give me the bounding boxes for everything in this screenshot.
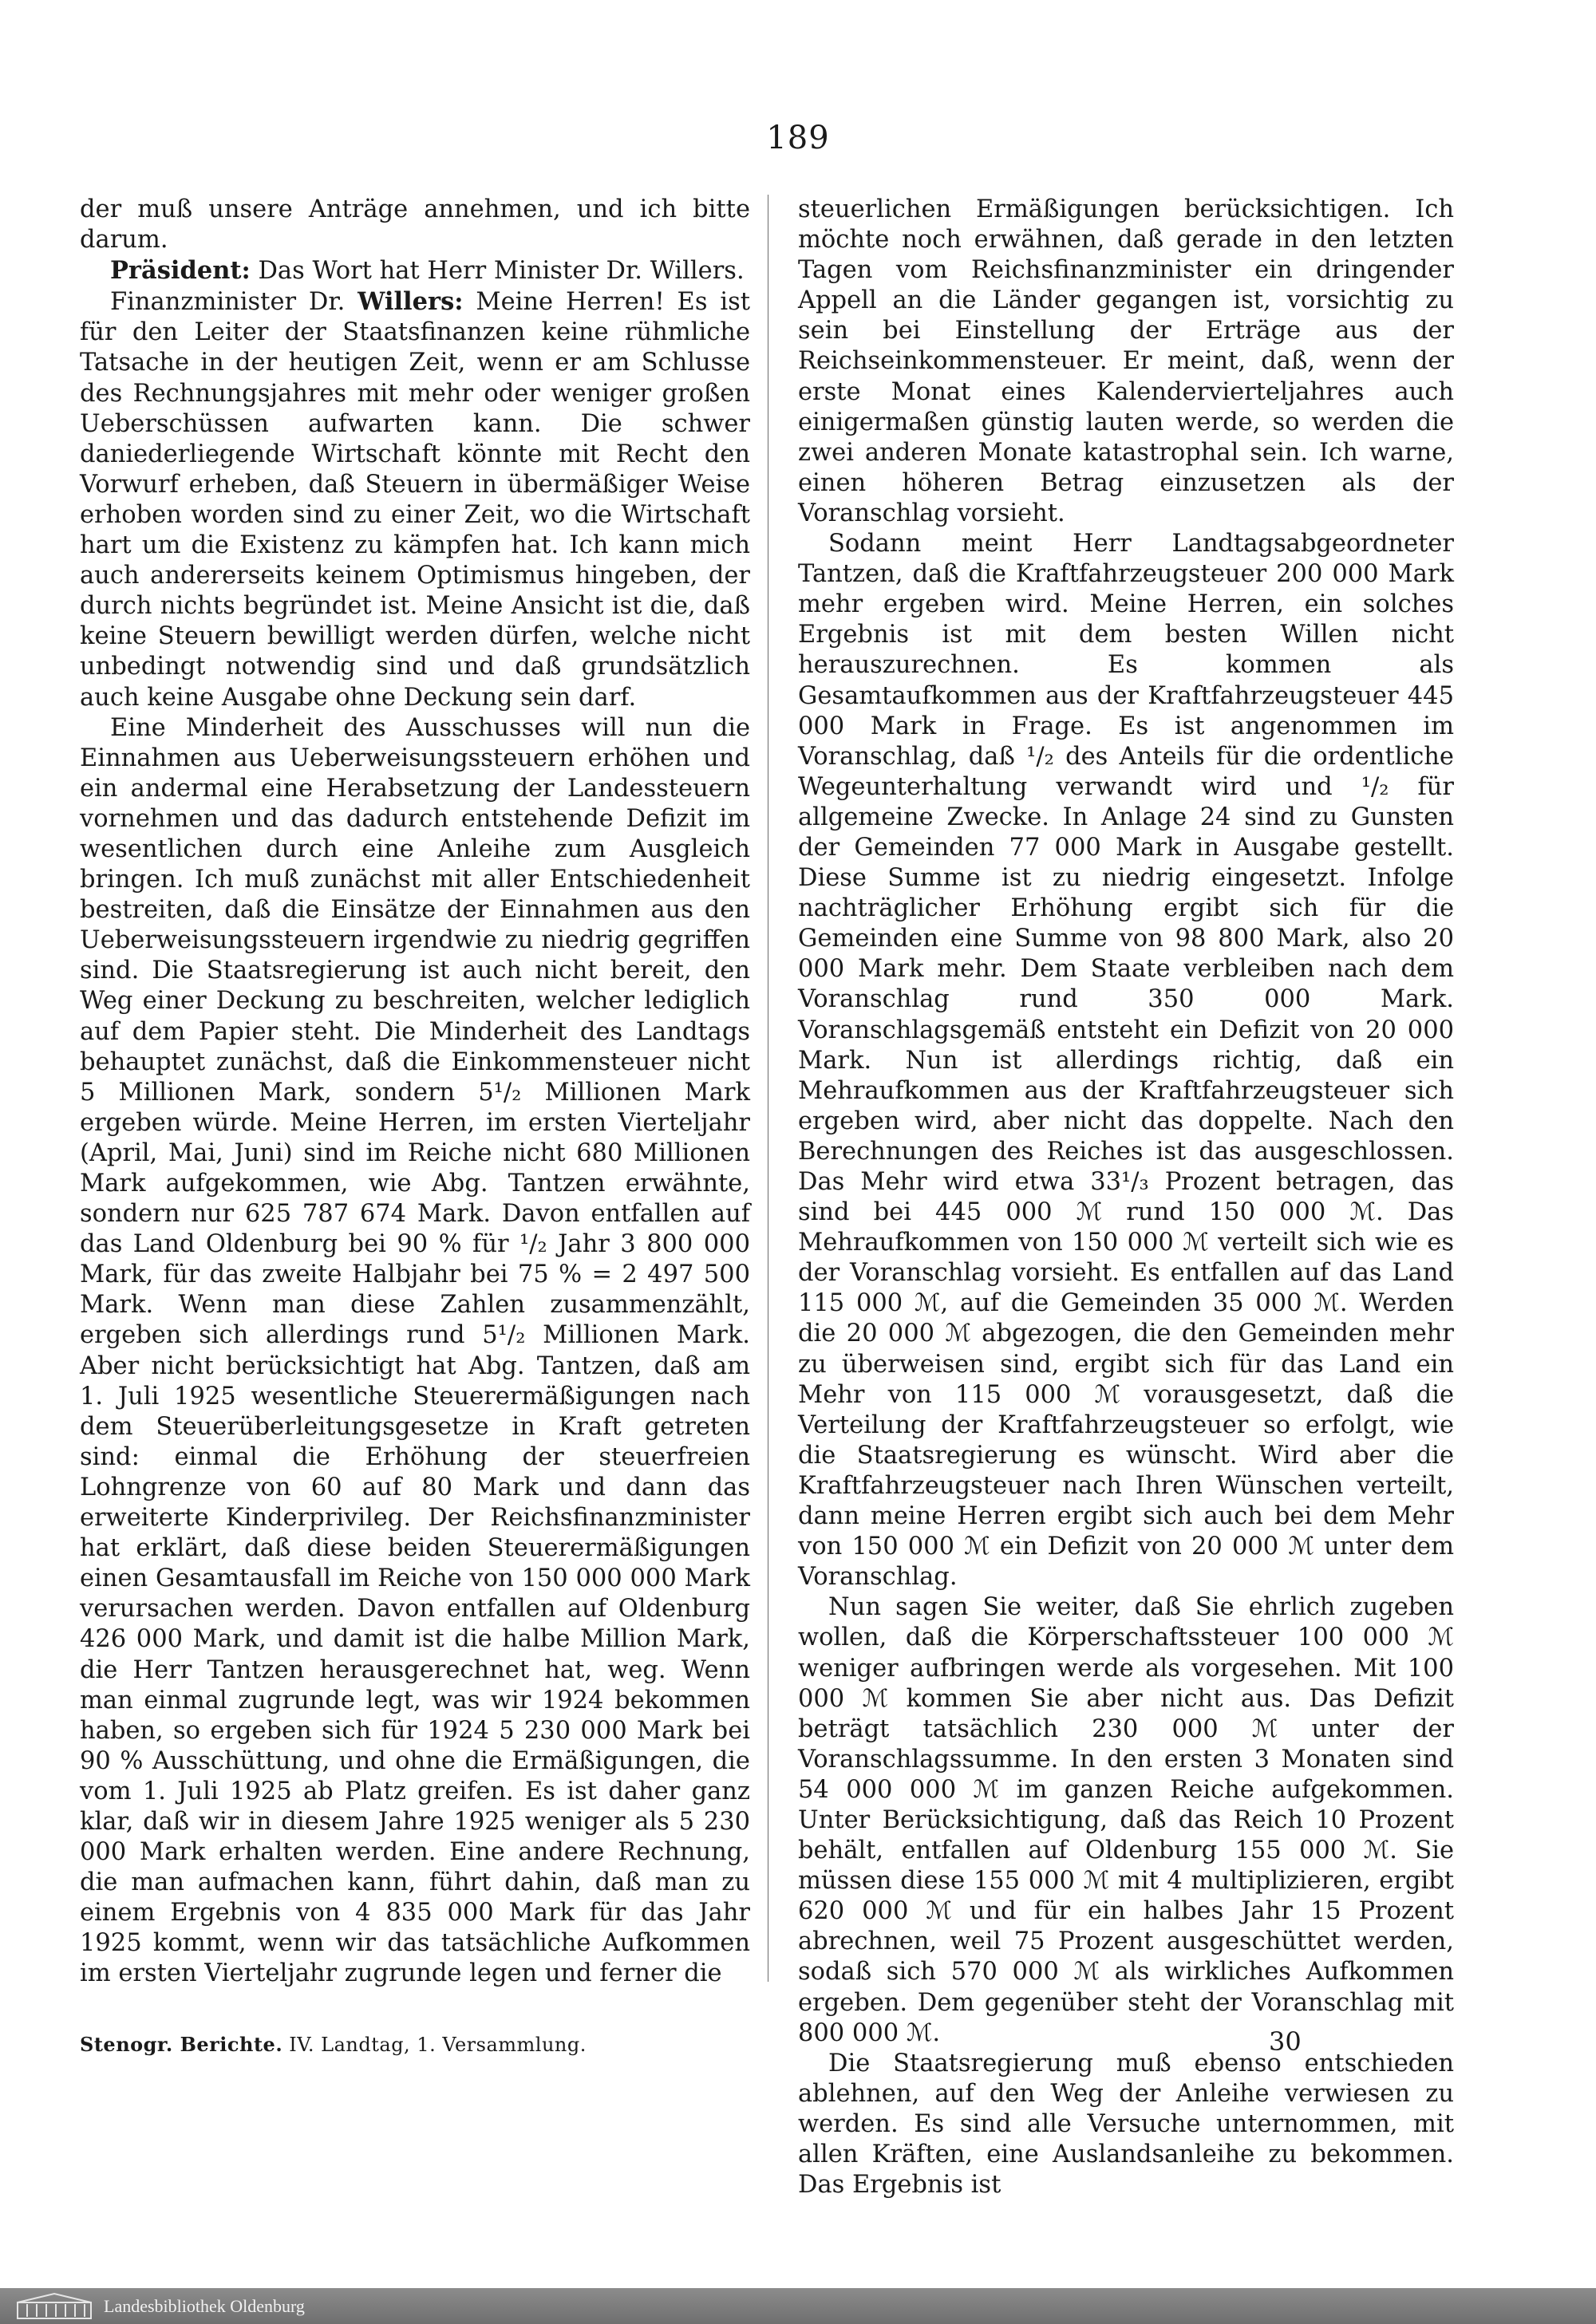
speaker-prefix: Finanzminister Dr. xyxy=(110,288,358,317)
paragraph-president xyxy=(80,255,750,286)
paragraph xyxy=(798,529,1454,1592)
speaker-label: Willers: xyxy=(358,287,464,317)
paragraph-text: Das Wort hat Herr Minister Dr. Willers. xyxy=(250,257,745,286)
footer-source xyxy=(80,2033,587,2056)
paragraph-text: Die Staatsregierung muß ebenso entschieden ablehnen, auf den Weg der Anleihe verwiesen zu werden. Es sind alle Versuche unternommen, mit allen Kräften, eine Auslandsanleihe zu bekommen. Das Ergebnis ist xyxy=(798,2049,1454,2200)
paragraph-text: Sodann meint Herr Landtagsabgeordneter Tantzen, daß die Kraftfahrzeugsteuer 200 000 Mark mehr ergeben wird. Meine Herren, ein solches Ergebnis ist mit dem besten Willen nicht herauszurechnen. Es kommen als Gesamtaufkommen aus der Kraftfahrzeugsteuer 445 000 Mark in Frage. Es ist angenommen im Voranschlag, daß ¹/₂ des Anteils für die ordentliche Wegeunterhaltung verwandt wird und ¹/₂ für allgemeine Zwecke. In Anlage 24 sind zu Gunsten der Gemeinden 77 000 Mark in Ausgabe gestellt. Diese Summe ist zu niedrig eingesetzt. Infolge nachträglicher Erhöhung ergibt sich für die Gemeinden eine Summe von 98 800 Mark, also 20 000 Mark mehr. Dem Staate verbleiben nach dem Voranschlag rund 350 000 Mark. Voranschlagsgemäß entsteht ein Defizit von 20 000 Mark. Nun ist allerdings richtig, daß ein Mehraufkommen aus der Kraftfahrzeugsteuer sich ergeben wird, aber nicht das doppelte. Nach den Berechnungen des Reiches ist das ausgeschlossen. Das Mehr wird etwa 33¹/₃ Prozent betragen, das sind bei 445 000 ℳ rund 150 000 ℳ. Das Mehraufkommen von 150 000 ℳ verteilt sich wie es der Voranschlag vorsieht. Es entfallen auf das Land 115 000 ℳ, auf die Gemeinden 35 000 ℳ. Werden die 20 000 ℳ abgezogen, die den Gemeinden mehr zu überweisen sind, ergibt sich für das Land ein Mehr von 115 000 ℳ vorausgesetzt, daß die Verteilung der Kraftfahrzeugsteuer so erfolgt, wie die Staatsregierung es wünscht. Wird aber die Kraftfahrzeugsteuer nach Ihren Wünschen verteilt, dann meine Herren ergibt sich auch bei dem Mehr von 150 000 ℳ ein Defizit von 20 000 ℳ unter dem Voranschlag. xyxy=(798,530,1454,1592)
paragraph-text: steuerlichen Ermäßigungen berücksichtigen. Ich möchte noch erwähnen, daß gerade in den letzten Tagen vom Reichsfinanzminister ein dringender Appell an die Länder gegangen ist, vorsichtig zu sein bei Einstellung der Erträge aus der Reichseinkommensteuer. Er meint, daß, wenn der erste Monat eines Kalendervierteljahres auch einigermaßen günstig lauten werde, so werden die zwei anderen Monate katastrophal sein. Ich warne, einen höheren Betrag einzusetzen als der Voranschlag vorsieht. xyxy=(798,195,1454,527)
library-watermark-strip xyxy=(0,2288,1596,2324)
paragraph-minister xyxy=(80,286,750,712)
library-name: Landesbibliothek Oldenburg xyxy=(104,2296,305,2316)
left-column xyxy=(80,195,750,2030)
paragraph-text: Nun sagen Sie weiter, daß Sie ehrlich zugeben wollen, daß die Körperschaftssteuer 100 000 ℳ weniger aufbringen werde als vorgesehen. Mit 100 000 ℳ kommen Sie aber nicht aus. Das Defizit beträgt tatsächlich 230 000 ℳ unter der Voranschlagssumme. In den ersten 3 Monaten sind 54 000 000 ℳ im ganzen Reiche aufgekommen. Unter Berücksichtigung, daß das Reich 10 Prozent behält, entfallen auf Oldenburg 155 000 ℳ. Sie müssen diese 155 000 ℳ mit 4 multiplizieren, ergibt 620 000 ℳ und für ein halbes Jahr 15 Prozent abrechnen, weil 75 Prozent ausgeschüttet werden, sodaß sich 570 000 ℳ als wirkliches Aufkommen ergeben. Dem gegenüber steht der Voranschlag mit 800 000 ℳ. xyxy=(798,1593,1454,2047)
signature-mark: 30 xyxy=(1269,2026,1302,2057)
paragraph xyxy=(80,713,750,1990)
footer-source-detail: IV. Landtag, 1. Versammlung. xyxy=(282,2034,587,2056)
paragraph-continuation xyxy=(798,195,1454,529)
page-number: 189 xyxy=(766,120,830,156)
paragraph-continuation xyxy=(80,195,750,255)
paragraph xyxy=(798,1592,1454,2048)
right-column xyxy=(798,195,1454,2200)
paragraph-text: Eine Minderheit des Ausschusses will nun die Einnahmen aus Ueberweisungssteuern erhöhen und ein andermal eine Herabsetzung der Landessteuern vornehmen und das dadurch entstehende Defizit im wesentlichen durch eine Anleihe zum Ausgleich bringen. Ich muß zunächst mit aller Entschiedenheit bestreiten, daß die Einsätze der Einnahmen aus den Ueberweisungssteuern irgendwie zu niedrig gegriffen sind. Die Staatsregierung ist auch nicht bereit, den Weg einer Deckung zu beschreiten, welcher lediglich auf dem Papier steht. Die Minderheit des Landtags behauptet zunächst, daß die Einkommensteuer nicht 5 Millionen Mark, sondern 5¹/₂ Millionen Mark ergeben würde. Meine Herren, im ersten Vierteljahr (April, Mai, Juni) sind im Reiche nicht 680 Millionen Mark aufgekommen, wie Abg. Tantzen erwähnte, sondern nur 625 787 674 Mark. Davon entfallen auf das Land Oldenburg bei 90 % für ¹/₂ Jahr 3 800 000 Mark, für das zweite Halbjahr bei 75 % = 2 497 500 Mark. Wenn man diese Zahlen zusammenzählt, ergeben sich allerdings rund 5¹/₂ Millionen Mark. Aber nicht berücksichtigt hat Abg. Tantzen, daß am 1. Juli 1925 wesentliche Steuerermäßigungen nach dem Steuerüberleitungsgesetze in Kraft getreten sind: einmal die Erhöhung der steuerfreien Lohngrenze von 60 auf 80 Mark und dann das erweiterte Kinderprivileg. Der Reichsfinanzminister hat erklärt, daß diese beiden Steuerermäßigungen einen Gesamtausfall im Reiche von 150 000 000 Mark verursachen werden. Davon entfallen auf Oldenburg 426 000 Mark, und damit ist die halbe Million Mark, die Herr Tantzen herausgerechnet hat, weg. Wenn man einmal zugrunde legt, was wir 1924 bekommen haben, so ergeben sich für 1924 5 230 000 Mark bei 90 % Ausschüttung, und ohne die Ermäßigungen, die vom 1. Juli 1925 ab Platz greifen. Es ist daher ganz klar, daß wir in diesem Jahre 1925 weniger als 5 230 000 Mark erhalten werden. Eine andere Rechnung, die man aufmachen kann, führt dahin, daß man zu einem Ergebnis von 4 835 000 Mark für das Jahr 1925 kommt, wenn wir das tatsächliche Aufkommen im ersten Vierteljahr zugrunde legen und ferner die xyxy=(80,713,750,1988)
paragraph xyxy=(798,2049,1454,2200)
library-building-icon xyxy=(16,2291,93,2320)
speaker-label: Präsident: xyxy=(110,256,251,286)
paragraph-text: Meine Herren! Es ist für den Leiter der Staatsfinanzen keine rühmliche Tatsache in der heutigen Zeit, wenn er am Schlusse des Rechnungsjahres mit mehr oder weniger großen Ueberschüssen aufwarten kann. Die schwer daniederliegende Wirtschaft könnte mit Recht den Vorwurf erheben, daß Steuern in übermäßiger Weise erhoben worden sind zu einer Zeit, wo die Wirtschaft hart um die Existenz zu kämpfen hat. Ich kann mich auch andererseits keinem Optimismus hingeben, der durch nichts begründet ist. Meine Ansicht ist die, daß keine Steuern bewilligt werden dürfen, welche nicht unbedingt notwendig sind und daß grundsätzlich auch keine Ausgabe ohne Deckung sein darf. xyxy=(80,288,750,712)
footer-source-title: Stenogr. Berichte. xyxy=(80,2033,283,2056)
paragraph-text: der muß unsere Anträge annehmen, und ich bitte darum. xyxy=(80,195,750,254)
